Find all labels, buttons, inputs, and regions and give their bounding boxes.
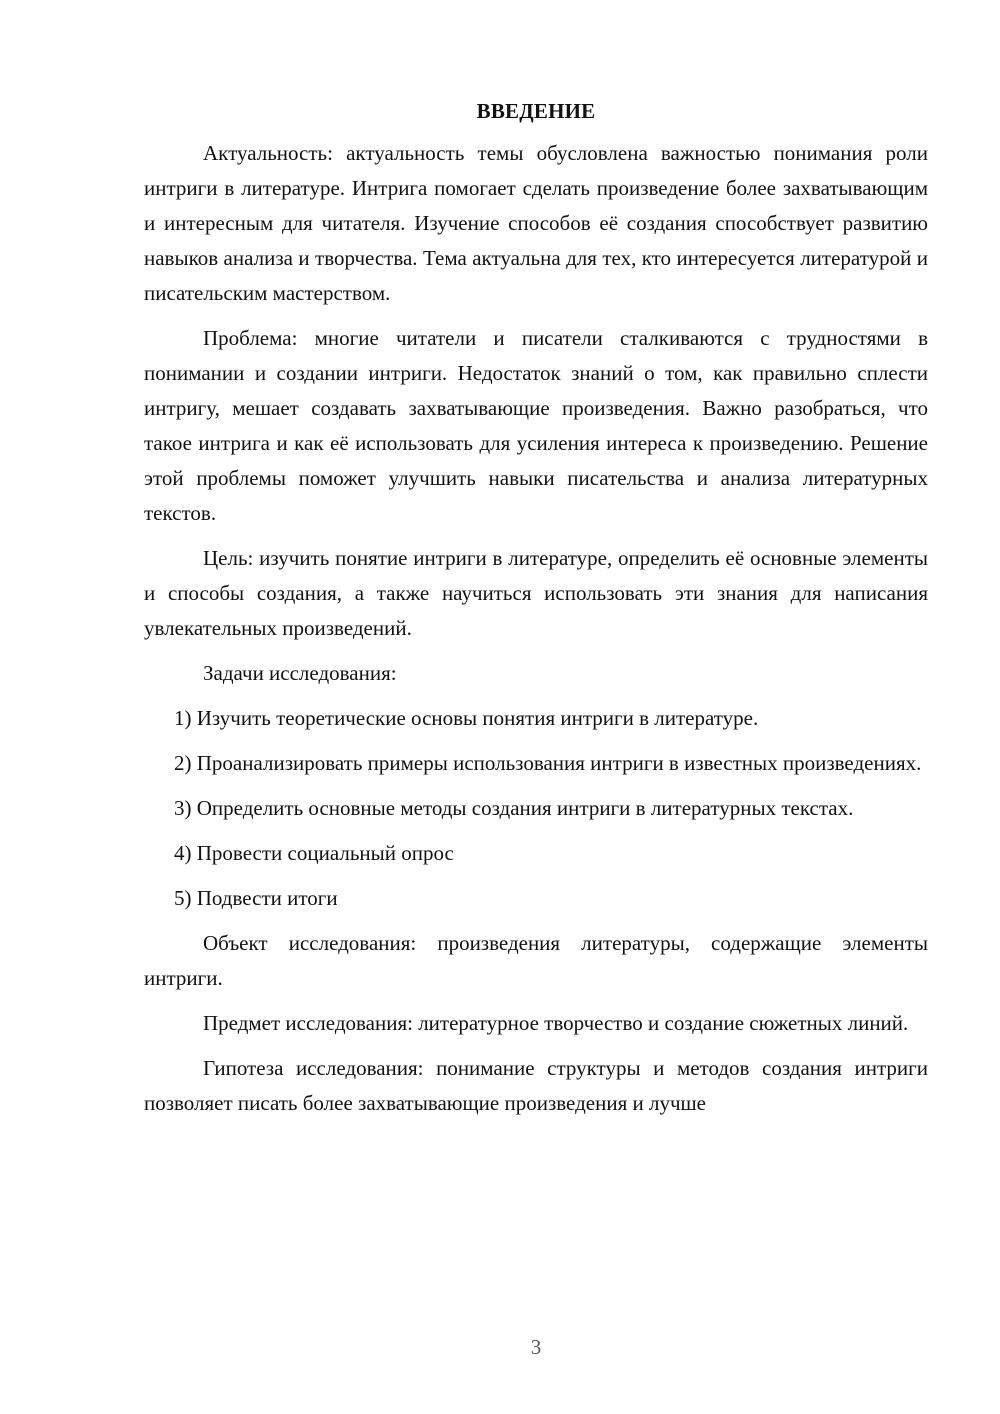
task-item-1: 1) Изучить теоретические основы понятия интриги в литературе. [174,706,759,730]
paragraph-hypothesis: Гипотеза исследования: понимание структуры и методов создания интриги позволяет писать более захватывающие произведения и лучше [144,1056,928,1115]
paragraph-object: Объект исследования: произведения литературы, содержащие элементы интриги. [144,931,928,990]
task-item-2: 2) Проанализировать примеры использования интриги в известных произведениях. [174,751,922,775]
tasks-heading: Задачи исследования: [203,661,397,685]
page-content [144,94,928,1131]
paragraph-problem: Проблема: многие читатели и писатели сталкиваются с трудностями в понимании и создании интриги. Недостаток знаний о том, как правильно сплести интригу, мешает создавать захватывающие произведения. Важно разобраться, что такое интрига и как её использовать для усиления интереса к произведению. Решение этой проблемы поможет улучшить навыки писательства и анализа литературных текстов. [144,326,928,525]
paragraph-relevance: Актуальность: актуальность темы обусловлена важностью понимания роли интриги в литературе. Интрига помогает сделать произведение более захватывающим и интересным для читателя. Изучение способов её создания способствует развитию навыков анализа и творчества. Тема актуальна для тех, кто интересуется литературой и писательским мастерством. [144,141,928,305]
paragraph-subject: Предмет исследования: литературное творчество и создание сюжетных линий. [203,1011,909,1035]
task-item-4: 4) Провести социальный опрос [174,841,454,865]
page-number: 3 [530,1335,542,1359]
section-title: ВВЕДЕНИЕ [476,99,596,123]
task-item-5: 5) Подвести итоги [174,886,338,910]
paragraph-goal: Цель: изучить понятие интриги в литературе, определить её основные элементы и способы создания, а также научиться использовать эти знания для написания увлекательных произведений. [144,546,928,640]
task-item-3: 3) Определить основные методы создания интриги в литературных текстах. [174,796,854,820]
